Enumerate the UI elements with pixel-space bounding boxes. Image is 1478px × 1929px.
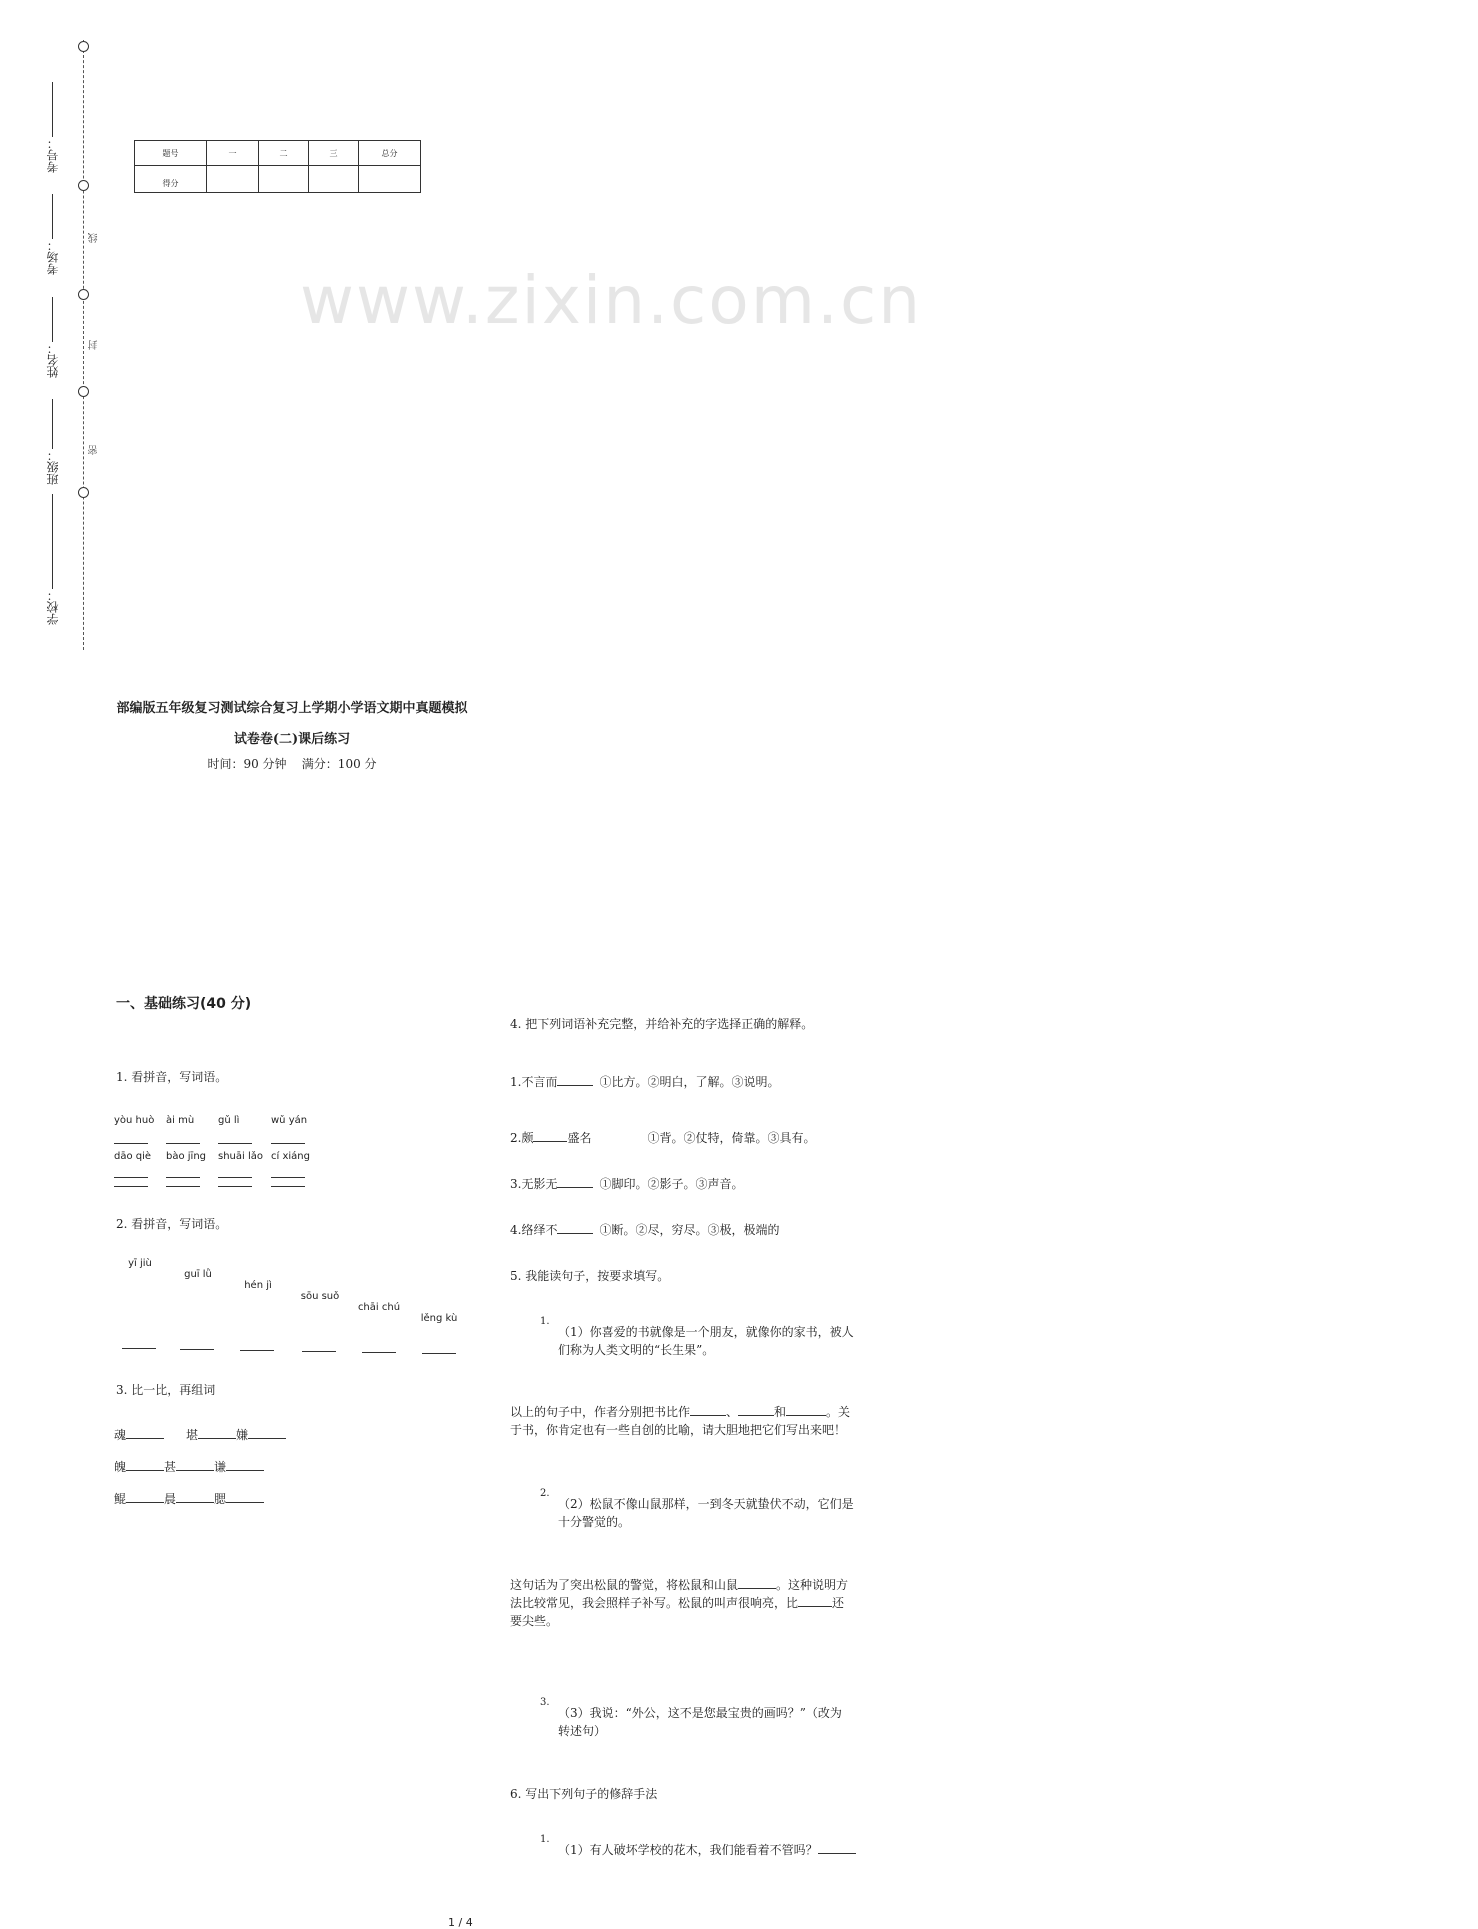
sentence-line: （1）你喜爱的书就像是一个朋友，就像你的家书，被人 xyxy=(558,1325,854,1339)
answer-blank[interactable] xyxy=(126,1427,164,1439)
q5-prompt-2 xyxy=(510,1576,870,1630)
q5-prompt-1 xyxy=(510,1403,870,1439)
char: 腮 xyxy=(214,1492,227,1506)
answer-blank[interactable] xyxy=(533,1130,567,1142)
q5-sentence-3 xyxy=(558,1704,868,1740)
q4-item-3 xyxy=(510,1175,1430,1192)
answer-blank[interactable] xyxy=(126,1459,164,1471)
pinyin: lěng kù xyxy=(420,1313,458,1324)
score-header-cell: 题号 xyxy=(135,141,207,166)
class-line xyxy=(52,399,53,449)
prompt-text: 法比较常见，我会照样子补写。松鼠的叫声很响亮，比 xyxy=(510,1596,799,1610)
answer-blank[interactable] xyxy=(818,1842,856,1854)
binding-hole xyxy=(78,41,89,52)
exam-room-line xyxy=(52,194,53,239)
prompt-text: 这句话为了突出松鼠的警觉，将松鼠和山鼠 xyxy=(510,1578,739,1592)
list-number: 2. xyxy=(540,1488,550,1499)
q1-pinyin-row xyxy=(114,1115,1034,1126)
exam-number-field[interactable] xyxy=(44,78,61,173)
sentence-line: 们称为人类文明的“长生果”。 xyxy=(558,1343,715,1357)
question-1-title: 1. 看拼音，写词语。 xyxy=(116,1070,228,1084)
item-options: ①脚印。②影子。③声音。 xyxy=(599,1177,744,1191)
item-text: 4.络绎不 xyxy=(510,1223,558,1237)
q6-sentence-1 xyxy=(558,1841,1478,1858)
answer-blank[interactable] xyxy=(226,1459,264,1471)
item-text: 2.颇 xyxy=(510,1131,534,1145)
score-cell[interactable] xyxy=(359,166,421,193)
q1-pinyin-row xyxy=(114,1151,1034,1162)
prompt-text: 。关 xyxy=(826,1405,851,1419)
prompt-text: 。这种说明方 xyxy=(776,1578,849,1592)
answer-blank[interactable] xyxy=(271,1143,305,1144)
pinyin: chāi chú xyxy=(357,1302,401,1313)
answer-blank[interactable] xyxy=(126,1491,164,1503)
answer-blank[interactable] xyxy=(248,1427,286,1439)
sentence-line: （1）有人破坏学校的花木，我们能看着不管吗？ xyxy=(558,1843,818,1857)
pinyin: bào jīng xyxy=(166,1151,207,1162)
score-table xyxy=(134,140,421,193)
exam-title-line1: 部编版五年级复习测试综合复习上学期小学语文期中真题模拟 xyxy=(116,701,468,716)
exam-room-field[interactable] xyxy=(44,190,61,275)
class-field[interactable] xyxy=(44,395,61,485)
school-line xyxy=(52,494,53,589)
char: 谦 xyxy=(214,1460,227,1474)
name-field[interactable] xyxy=(44,293,61,378)
exam-room-label: 考场： xyxy=(46,239,60,275)
section-title: 一、基础练习(40 分) xyxy=(116,996,252,1012)
question-6-title: 6. 写出下列句子的修辞手法 xyxy=(510,1787,658,1801)
char: 甚 xyxy=(164,1460,177,1474)
q5-sentence-1 xyxy=(558,1323,868,1359)
answer-blank[interactable] xyxy=(198,1427,236,1439)
answer-blank[interactable] xyxy=(302,1351,336,1352)
item-options: ①背。②仗特，倚靠。③具有。 xyxy=(647,1131,816,1145)
score-header-cell: 三 xyxy=(309,141,359,166)
cut-mark-feng: 封 xyxy=(89,340,100,350)
answer-blank[interactable] xyxy=(786,1404,826,1416)
question-3-title: 3. 比一比，再组词 xyxy=(116,1383,216,1397)
score-cell[interactable] xyxy=(207,166,259,193)
answer-blank[interactable] xyxy=(422,1353,456,1354)
pinyin: yī jiù xyxy=(128,1258,152,1269)
score-cell[interactable] xyxy=(309,166,359,193)
question-2-title: 2. 看拼音，写词语。 xyxy=(116,1217,228,1231)
answer-blank[interactable] xyxy=(114,1143,148,1144)
pinyin: dāo qiè xyxy=(114,1151,152,1162)
answer-blank[interactable] xyxy=(690,1404,726,1416)
q4-item-1 xyxy=(510,1073,1430,1090)
answer-blank[interactable] xyxy=(240,1350,274,1351)
char: 嫌 xyxy=(236,1428,249,1442)
binding-margin xyxy=(0,0,100,650)
pinyin: hén jì xyxy=(244,1280,272,1291)
cut-mark-xian: 线 xyxy=(89,233,100,243)
answer-blank[interactable] xyxy=(166,1186,200,1187)
answer-blank[interactable] xyxy=(557,1222,593,1234)
binding-hole xyxy=(78,386,89,397)
score-header-cell: 二 xyxy=(259,141,309,166)
answer-blank[interactable] xyxy=(114,1177,148,1178)
answer-blank[interactable] xyxy=(738,1404,774,1416)
answer-blank[interactable] xyxy=(218,1143,252,1144)
binding-hole xyxy=(78,487,89,498)
pinyin: gǔ lì xyxy=(218,1115,240,1126)
exam-number-line xyxy=(52,82,53,137)
answer-blank[interactable] xyxy=(557,1074,593,1086)
answer-blank[interactable] xyxy=(271,1177,305,1178)
answer-blank[interactable] xyxy=(738,1577,776,1589)
sentence-line: 十分警觉的。 xyxy=(558,1515,631,1529)
prompt-text: 、 xyxy=(726,1405,739,1419)
sentence-line: （3）我说：“外公，这不是您最宝贵的画吗？”（改为 xyxy=(558,1706,842,1720)
answer-blank[interactable] xyxy=(557,1176,593,1188)
prompt-text: 和 xyxy=(774,1405,787,1419)
class-label: 班级： xyxy=(46,449,60,485)
item-options: ①比方。②明白，了解。③说明。 xyxy=(599,1075,780,1089)
exam-header xyxy=(112,700,472,772)
answer-blank[interactable] xyxy=(122,1348,156,1349)
answer-blank[interactable] xyxy=(114,1186,148,1187)
page-number: 1 / 4 xyxy=(448,1916,473,1929)
item-text: 3.无影无 xyxy=(510,1177,558,1191)
answer-blank[interactable] xyxy=(218,1177,252,1178)
pinyin: yòu huò xyxy=(114,1115,155,1126)
sentence-line: （2）松鼠不像山鼠那样，一到冬天就蛰伏不动，它们是 xyxy=(558,1497,854,1511)
score-cell[interactable] xyxy=(259,166,309,193)
score-header-cell: 一 xyxy=(207,141,259,166)
list-number: 3. xyxy=(540,1697,550,1708)
answer-blank[interactable] xyxy=(798,1595,832,1607)
prompt-text: 要尖些。 xyxy=(510,1614,559,1628)
answer-blank[interactable] xyxy=(218,1186,252,1187)
name-label: 姓名： xyxy=(46,342,60,378)
answer-blank[interactable] xyxy=(166,1143,200,1144)
q3-row xyxy=(114,1459,1034,1475)
pinyin: cí xiáng xyxy=(271,1151,310,1162)
char: 堪 xyxy=(186,1428,199,1442)
pinyin: shuāi lǎo xyxy=(218,1151,263,1162)
answer-blank[interactable] xyxy=(226,1491,264,1503)
exam-number-label: 考号： xyxy=(46,137,60,173)
watermark: www.zixin.com.cn xyxy=(300,262,923,339)
char: 魂 xyxy=(114,1428,127,1442)
cut-mark-mi: 密 xyxy=(89,445,100,455)
prompt-text: 以上的句子中，作者分别把书比作 xyxy=(510,1405,691,1419)
char: 晨 xyxy=(164,1492,177,1506)
question-5-title: 5. 我能读句子，按要求填写。 xyxy=(510,1269,670,1283)
item-text: 1.不言而 xyxy=(510,1075,558,1089)
item-text: 盛名 xyxy=(567,1131,592,1145)
school-field[interactable] xyxy=(44,490,61,625)
q5-sentence-2 xyxy=(558,1495,868,1531)
answer-blank[interactable] xyxy=(271,1186,305,1187)
answer-blank[interactable] xyxy=(176,1459,214,1471)
prompt-text: 于书，你肯定也有一些自创的比喻，请大胆地把它们写出来吧！ xyxy=(510,1423,847,1437)
exam-title-line2: 试卷卷(二)课后练习 xyxy=(233,732,351,747)
score-row-label: 得分 xyxy=(135,166,207,193)
binding-hole xyxy=(78,180,89,191)
char: 魄 xyxy=(114,1460,127,1474)
pinyin: ài mù xyxy=(166,1115,195,1126)
answer-blank[interactable] xyxy=(180,1349,214,1350)
pinyin: guī lǜ xyxy=(184,1269,212,1280)
pinyin: sōu suǒ xyxy=(300,1291,340,1302)
q4-item-4 xyxy=(510,1221,1430,1238)
answer-blank[interactable] xyxy=(362,1352,396,1353)
binding-dotted-line xyxy=(83,40,84,650)
question-4-title: 4. 把下列词语补充完整，并给补充的字选择正确的解释。 xyxy=(510,1017,814,1031)
answer-blank[interactable] xyxy=(166,1177,200,1178)
exam-time-info: 时间：90 分钟 满分：100 分 xyxy=(207,757,377,771)
sentence-line: 转述句） xyxy=(558,1724,607,1738)
list-number: 1. xyxy=(540,1316,550,1327)
school-label: 学校： xyxy=(46,589,60,625)
name-line xyxy=(52,297,53,342)
q4-item-2 xyxy=(510,1129,1430,1146)
answer-blank[interactable] xyxy=(176,1491,214,1503)
item-options: ①断。②尽，穷尽。③极，极端的 xyxy=(599,1223,780,1237)
binding-hole xyxy=(78,289,89,300)
list-number: 1. xyxy=(540,1834,550,1845)
char: 鲲 xyxy=(114,1492,127,1506)
score-header-cell: 总分 xyxy=(359,141,421,166)
pinyin: wǔ yán xyxy=(271,1115,308,1126)
prompt-text: 还 xyxy=(832,1596,845,1610)
